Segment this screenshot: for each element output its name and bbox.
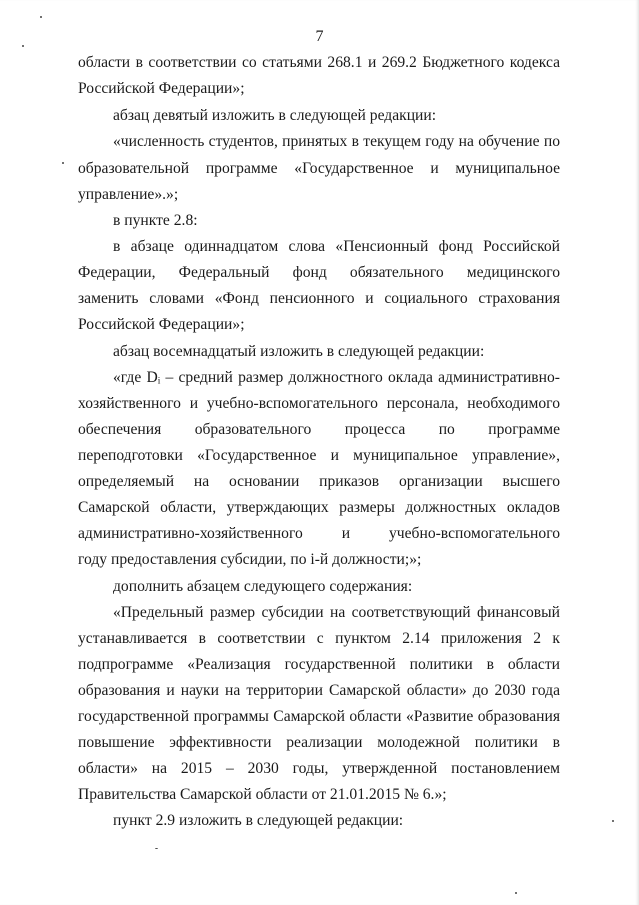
text-line: абзац девятый изложить в следующей редакции: — [113, 107, 437, 124]
text-line: пункт 2.9 изложить в следующей редакции: — [113, 812, 404, 829]
text-line: переподготовки «Государственное и муниципальное управление», — [78, 447, 560, 464]
text-line: обеспечения образовательного процесса по программе — [78, 421, 560, 438]
text-line: Российской Федерации»; — [78, 316, 245, 333]
text-line: образовательной программе «Государственное и муниципальное — [78, 160, 560, 177]
text-line: в пункте 2.8: — [113, 212, 198, 229]
scan-speck — [612, 820, 614, 822]
text-line: дополнить абзацем следующего содержания: — [113, 578, 413, 595]
text-line: в абзаце одиннадцатом слова «Пенсионный фонд Российской — [113, 238, 560, 255]
text-line: хозяйственного и учебно-вспомогательного персонала, необходимого — [78, 395, 560, 412]
scan-speck — [155, 848, 158, 849]
text-line: подпрограмме «Реализация государственной политики в области — [78, 656, 560, 673]
text-line: образования и науки на территории Самарской области» до 2030 года — [78, 682, 560, 699]
page-number: 7 — [315, 28, 324, 45]
text-line: Самарской области, утверждающих размеры должностных окладов — [78, 499, 560, 516]
text-line: управление».»; — [78, 186, 179, 203]
scan-speck — [40, 16, 42, 18]
text-line: Правительства Самарской области от 21.01.2015 № 6.»; — [78, 786, 447, 803]
text-line: области» на 2015 – 2030 годы, утвержденной постановлением — [78, 760, 560, 777]
text-line: устанавливается в соответствии с пунктом 2.14 приложения 2 к — [78, 630, 560, 647]
scan-speck — [62, 162, 64, 164]
text-line: году предоставления субсидии, по i-й должности;»; — [78, 551, 422, 568]
text-line: определяемый на основании приказов организации высшего — [78, 473, 560, 490]
text-line: заменить словами «Фонд пенсионного и социального страхования — [78, 290, 560, 307]
text-line: государственной программы Самарской области «Развитие образования — [78, 708, 560, 725]
text-line: абзац восемнадцатый изложить в следующей редакции: — [113, 343, 485, 360]
text-line: повышение эффективности реализации молодежной политики в — [78, 734, 560, 751]
text-line: «Предельный размер субсидии на соответствующий финансовый — [113, 604, 560, 621]
scan-speck — [22, 45, 24, 47]
text-line: Российской Федерации»; — [78, 80, 245, 97]
text-line: области в соответствии со статьями 268.1 и 269.2 Бюджетного кодекса — [78, 54, 560, 71]
text-line: «численность студентов, принятых в текущем году на обучение по — [113, 133, 560, 150]
text-line: Федерации, Федеральный фонд обязательного медицинского — [78, 264, 560, 281]
text-line: административно-хозяйственного и учебно-вспомогательного — [78, 525, 560, 542]
scan-speck — [515, 892, 517, 894]
text-line: «где Dᵢ – средний размер должностного оклада административно- — [113, 369, 560, 386]
